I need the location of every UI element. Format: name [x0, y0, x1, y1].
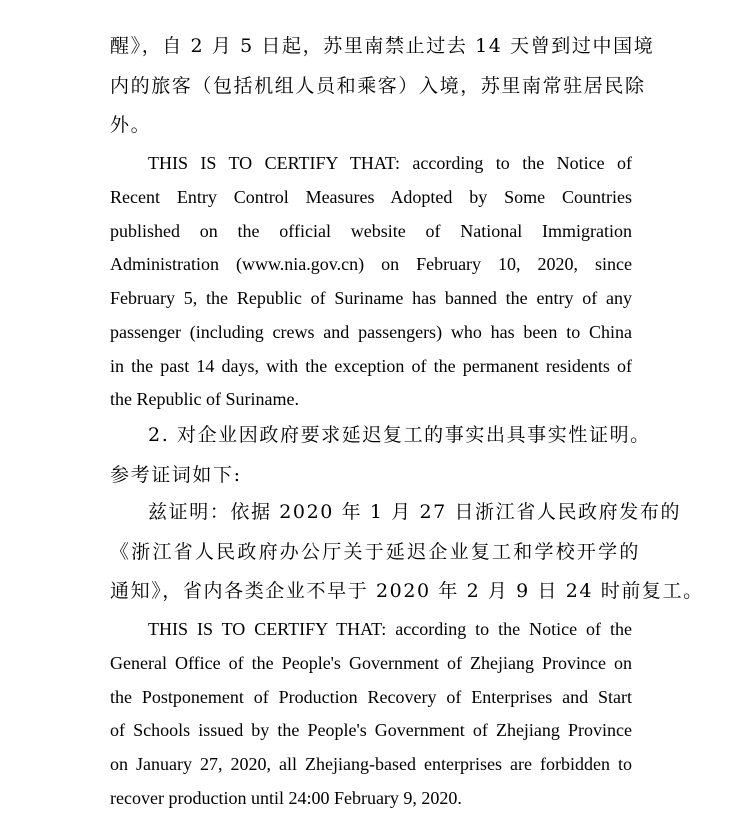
text-line: 兹证明：依据 2020 年 1 月 27 日浙江省人民政府发布的 — [148, 501, 682, 523]
cn-suriname-paragraph — [110, 27, 655, 146]
text-line: published on the official website of National Immigration — [110, 220, 632, 241]
text-line: February 5, the Republic of Suriname has banned the entry of any — [110, 288, 632, 308]
text-line: THIS IS TO CERTIFY THAT: according to the Notice of the — [148, 619, 632, 639]
text-line: in the past 14 days, with the exception of the permanent residents of — [110, 355, 632, 376]
text-line: 通知》，省内各类企业不早于 2020 年 2 月 9 日 24 时前复工。 — [110, 580, 704, 603]
text-line: General Office of the People's Government of Zhejiang Province on — [110, 652, 632, 673]
en-zhejiang-paragraph — [110, 613, 632, 816]
text-line: the Republic of Suriname. — [110, 389, 299, 410]
cn-item2-paragraph — [110, 416, 651, 495]
text-line: passenger (including crews and passengers) who has been to China — [110, 321, 632, 342]
cn-zhejiang-paragraph — [110, 493, 704, 612]
text-line: Recent Entry Control Measures Adopted by Some Countries — [110, 186, 632, 207]
text-line: the Postponement of Production Recovery of Enterprises and Start — [110, 686, 632, 707]
text-line: of Schools issued by the People's Government of Zhejiang Province — [110, 720, 632, 741]
text-line: 醒》，自 2 月 5 日起，苏里南禁止过去 14 天曾到过中国境 — [110, 35, 655, 57]
en-suriname-paragraph — [110, 147, 632, 417]
text-line: 《浙江省人民政府办公厅关于延迟企业复工和学校开学的 — [110, 540, 640, 563]
text-line: on January 27, 2020, all Zhejiang-based enterprises are forbidden to — [110, 754, 632, 774]
text-line: 2. 对企业因政府要求延迟复工的事实出具事实性证明。 — [148, 424, 651, 446]
text-line: recover production until 24:00 February 9, 2020. — [110, 787, 462, 808]
text-line: THIS IS TO CERTIFY THAT: according to the Notice of — [148, 153, 632, 173]
text-line: Administration (www.nia.gov.cn) on February 10, 2020, since — [110, 254, 632, 275]
text-line: 内的旅客（包括机组人员和乘客）入境，苏里南常驻居民除 — [110, 74, 646, 97]
text-line: 外。 — [110, 114, 152, 137]
text-line: 参考证词如下: — [110, 463, 242, 486]
